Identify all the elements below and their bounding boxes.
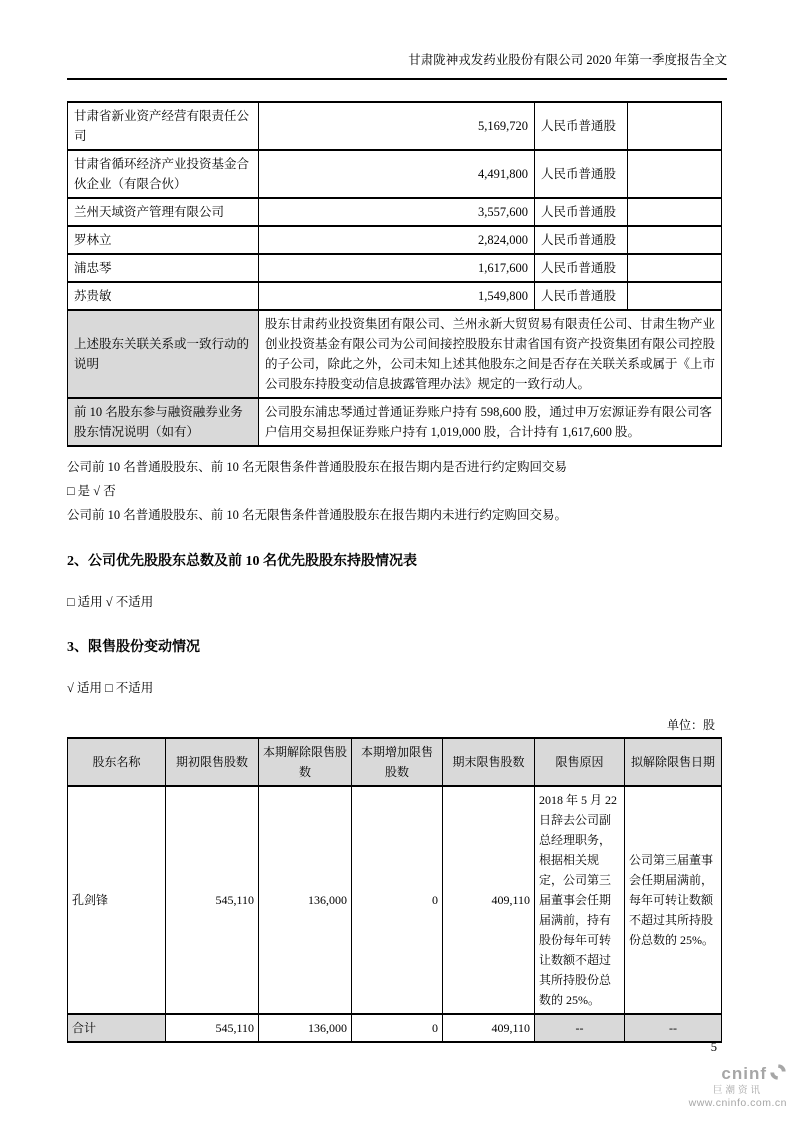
table-row (68, 786, 722, 1014)
ending-restricted-cell: 409,110 (443, 786, 535, 1014)
header-shareholder-name: 股东名称 (68, 738, 166, 786)
cninfo-chinese-name: 巨潮资讯 (712, 1085, 763, 1097)
page-content (67, 0, 727, 1043)
report-title: 甘肃陇神戎发药业股份有限公司 2020 年第一季度报告全文 (408, 53, 727, 67)
section-heading-restricted-shares: 3、限售股份变动情况 (67, 640, 200, 655)
table-total-row (68, 1014, 722, 1042)
shareholder-name-cell: 兰州天域资产管理有限公司 (68, 198, 259, 226)
restricted-shares-table (67, 737, 722, 1043)
empty-cell (628, 102, 722, 150)
margin-text-cell: 公司股东浦忠琴通过普通证券账户持有 598,600 股，通过申万宏源证券有限公司客户信用交易担保证券账户持有 1,019,000 股，合计持有 1,617,600 股。 (259, 398, 722, 446)
relation-text-cell: 股东甘肃药业投资集团有限公司、兰州永新大贸贸易有限责任公司、甘肃生物产业创业投资基金有限公司为公司间接控股股东甘肃省国有资产投资集团有限公司控股的子公司，除此之外，公司未知上述其他股东之间是否存在关联关系或属于《上市公司股东持股变动信息披露管理办法》规定的一致行动人。 (259, 310, 722, 398)
repurchase-options: □ 是 √ 否 (67, 484, 116, 498)
released-cell: 136,000 (259, 786, 352, 1014)
section-heading-preferred-shares: 2、公司优先股股东总数及前 10 名优先股股东持股情况表 (67, 554, 417, 569)
table-row (68, 198, 722, 226)
cninfo-logo (689, 1063, 787, 1110)
empty-cell (628, 254, 722, 282)
share-type-cell: 人民币普通股 (535, 226, 628, 254)
initial-restricted-cell: 545,110 (166, 786, 259, 1014)
table-header-row (68, 738, 722, 786)
shareholder-name-cell: 孔剑锋 (68, 786, 166, 1014)
header-initial-restricted: 期初限售股数 (166, 738, 259, 786)
unit-label: 单位：股 (666, 718, 715, 732)
relation-label-cell: 上述股东关联关系或一致行动的说明 (68, 310, 259, 398)
cninfo-url: www.cninfo.com.cn (688, 1097, 787, 1110)
shareholder-name-cell: 甘肃省新业资产经营有限责任公司 (68, 102, 259, 150)
table-row (68, 102, 722, 150)
share-type-cell: 人民币普通股 (535, 198, 628, 226)
table-row (68, 226, 722, 254)
table-row (68, 254, 722, 282)
share-type-cell: 人民币普通股 (535, 254, 628, 282)
empty-cell (628, 282, 722, 310)
repurchase-question: 公司前 10 名普通股股东、前 10 名无限售条件普通股股东在报告期内是否进行约定购回交易 (67, 460, 568, 474)
table-row (68, 310, 722, 398)
page-header (67, 0, 727, 80)
cninfo-brand-text: cninf (721, 1064, 767, 1084)
shares-cell: 5,169,720 (259, 102, 535, 150)
header-added: 本期增加限售股数 (352, 738, 443, 786)
header-ending-restricted: 期末限售股数 (443, 738, 535, 786)
header-released: 本期解除限售股数 (259, 738, 352, 786)
shares-cell: 1,617,600 (259, 254, 535, 282)
top-shareholders-table (67, 101, 722, 447)
table-row (68, 398, 722, 446)
added-cell: 0 (352, 786, 443, 1014)
total-ending-cell: 409,110 (443, 1014, 535, 1042)
repurchase-block (67, 459, 727, 524)
header-release-date: 拟解除限售日期 (625, 738, 722, 786)
shares-cell: 1,549,800 (259, 282, 535, 310)
total-reason-cell: -- (535, 1014, 625, 1042)
total-released-cell: 136,000 (259, 1014, 352, 1042)
share-type-cell: 人民币普通股 (535, 102, 628, 150)
shares-cell: 3,557,600 (259, 198, 535, 226)
empty-cell (628, 150, 722, 198)
applicable-line-2: □ 适用 √ 不适用 (67, 595, 154, 609)
empty-cell (628, 226, 722, 254)
total-label-cell: 合计 (68, 1014, 166, 1042)
empty-cell (628, 198, 722, 226)
total-initial-cell: 545,110 (166, 1014, 259, 1042)
total-added-cell: 0 (352, 1014, 443, 1042)
shareholder-name-cell: 罗林立 (68, 226, 259, 254)
share-type-cell: 人民币普通股 (535, 282, 628, 310)
shares-cell: 2,824,000 (259, 226, 535, 254)
shareholder-name-cell: 浦忠琴 (68, 254, 259, 282)
share-type-cell: 人民币普通股 (535, 150, 628, 198)
shares-cell: 4,491,800 (259, 150, 535, 198)
cninfo-swirl-icon (769, 1063, 787, 1086)
shareholder-name-cell: 苏贵敏 (68, 282, 259, 310)
reason-cell: 2018 年 5 月 22 日辞去公司副总经理职务，根据相关规定，公司第三届董事会任期届满前，持有股份每年可转让数额不超过其所持股份总数的 25%。 (535, 786, 625, 1014)
table-row (68, 282, 722, 310)
page-number: 5 (710, 1040, 717, 1054)
margin-label-cell: 前 10 名股东参与融资融券业务股东情况说明（如有） (68, 398, 259, 446)
release-date-cell: 公司第三届董事会任期届满前，每年可转让数额不超过其所持股份总数的 25%。 (625, 786, 722, 1014)
repurchase-answer: 公司前 10 名普通股股东、前 10 名无限售条件普通股股东在报告期内未进行约定购回交易。 (67, 508, 568, 522)
header-reason: 限售原因 (535, 738, 625, 786)
table-row (68, 150, 722, 198)
total-release-date-cell: -- (625, 1014, 722, 1042)
applicable-line-3: √ 适用 □ 不适用 (67, 681, 154, 695)
shareholder-name-cell: 甘肃省循环经济产业投资基金合伙企业（有限合伙） (68, 150, 259, 198)
